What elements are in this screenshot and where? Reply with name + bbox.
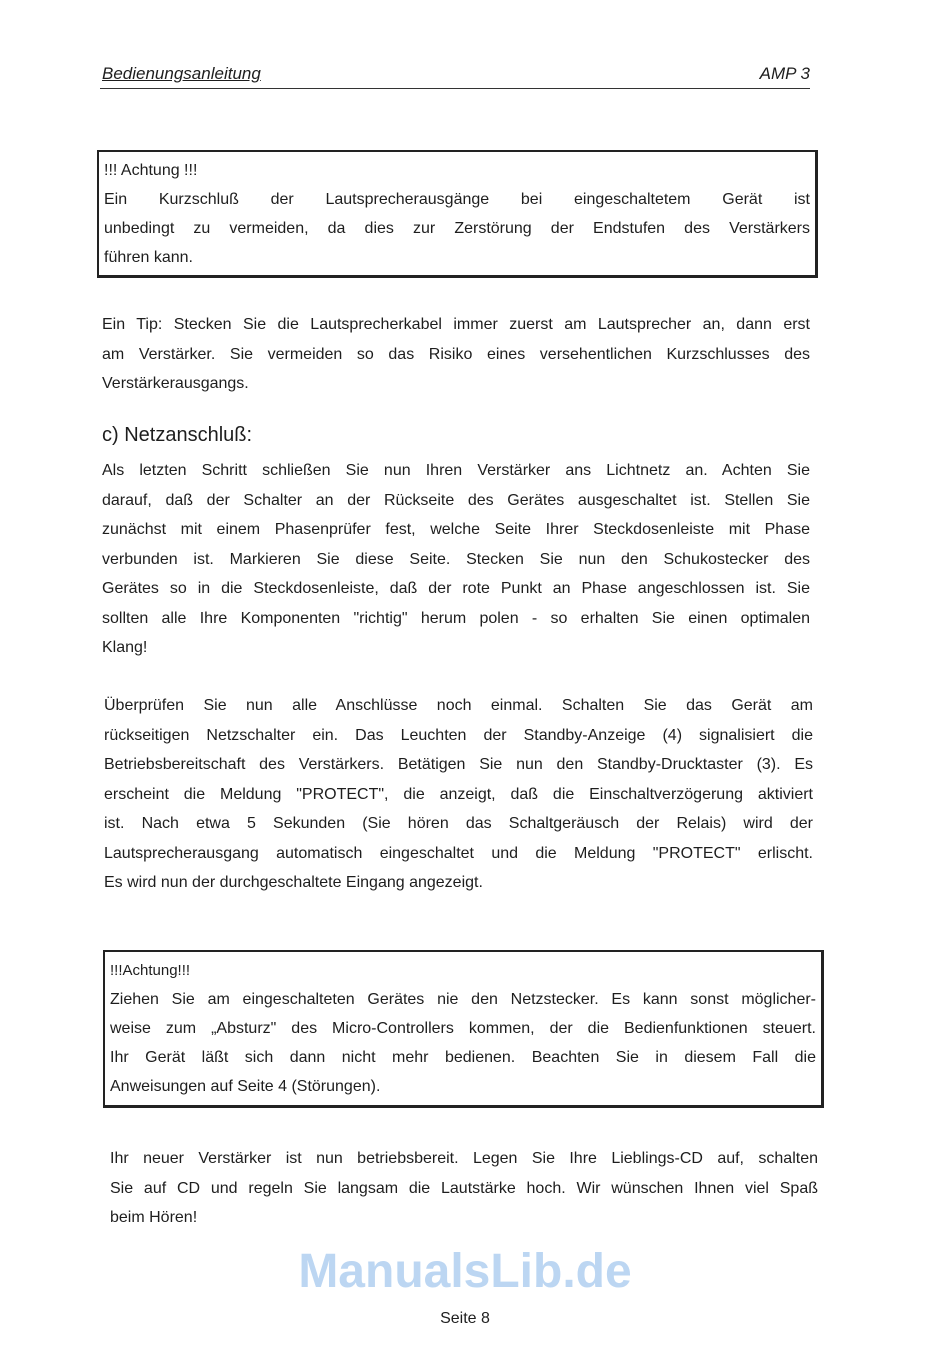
text-line: unbedingt zu vermeiden, da dies zur Zerstörung der Endstufen des Verstärkers [104, 220, 810, 237]
text-line: verbunden ist. Markieren Sie diese Seite. Stecken Sie nun den Schukostecker des [102, 550, 810, 568]
warning-text [110, 985, 816, 1101]
text-line: Es wird nun der durchgeschaltete Eingang angezeigt. [104, 874, 483, 891]
header-title: Bedienungsanleitung [102, 64, 261, 83]
text-line: Klang! [102, 639, 148, 656]
header-model: AMP 3 [759, 64, 810, 83]
tip-paragraph [102, 310, 810, 399]
text-line: ist. Nach etwa 5 Sekunden (Sie hören das Schaltgeräusch der Relais) wird der [104, 815, 813, 832]
text-line: sollten alle Ihre Komponenten "richtig" herum polen - so erhalten Sie einen optimalen [102, 609, 810, 627]
page-number: Seite 8 [440, 1310, 490, 1327]
text-line: Betriebsbereitschaft des Verstärkers. Betätigen Sie nun den Standby-Drucktaster (3). Es [104, 756, 813, 773]
warning-box-1 [97, 150, 818, 278]
text-line: zunächst mit einem Phasenprüfer fest, welche Seite Ihrer Steckdosenleiste mit Phase [102, 521, 810, 538]
text-line: beim Hören! [110, 1209, 198, 1226]
text-line: erscheint die Meldung "PROTECT", die anzeigt, daß die Einschaltverzögerung aktiviert [104, 785, 813, 803]
text-line: Ihr Gerät läßt sich dann nicht mehr bedienen. Beachten Sie in diesem Fall die [110, 1049, 816, 1066]
text-line: Überprüfen Sie nun alle Anschlüsse noch einmal. Schalten Sie das Gerät am [104, 697, 813, 714]
warning-title: !!!Achtung!!! [110, 962, 191, 979]
text-line: darauf, daß der Schalter an der Rückseite des Gerätes ausgeschaltet ist. Stellen Sie [102, 491, 810, 509]
text-line: Anweisungen auf Seite 4 (Störungen). [110, 1078, 381, 1095]
text-line: Verstärkerausgangs. [102, 375, 249, 392]
warning-text [104, 185, 810, 272]
paragraph-netzanschluss [102, 456, 810, 663]
text-line: am Verstärker. Sie vermeiden so das Risiko eines versehentlichen Kurzschlusses des [102, 345, 810, 363]
text-line: Sie auf CD und regeln Sie langsam die Lautstärke hoch. Wir wünschen Ihnen viel Spaß [110, 1179, 818, 1197]
paragraph-ready [110, 1144, 818, 1233]
warning-title: !!! Achtung !!! [104, 162, 198, 179]
warning-box-2 [103, 950, 824, 1108]
text-line: Gerätes so in die Steckdosenleiste, daß der rote Punkt an Phase angeschlossen ist. Sie [102, 580, 810, 597]
text-line: weise zum „Absturz" des Micro-Controllers kommen, der die Bedienfunktionen steuert. [110, 1020, 816, 1037]
text-line: rückseitigen Netzschalter ein. Das Leuchten der Standby-Anzeige (4) signalisiert die [104, 726, 813, 744]
watermark: ManualsLib.de [298, 1245, 632, 1298]
text-line: Ziehen Sie am eingeschalteten Gerätes nie den Netzstecker. Es kann sonst möglicher- [110, 991, 816, 1008]
header-rule [100, 88, 810, 89]
text-line: Ein Tip: Stecken Sie die Lautsprecherkabel immer zuerst am Lautsprecher an, dann erst [102, 316, 810, 333]
text-line: Ein Kurzschluß der Lautsprecherausgänge bei eingeschaltetem Gerät ist [104, 191, 810, 208]
text-line: Lautsprecherausgang automatisch eingeschaltet und die Meldung "PROTECT" erlischt. [104, 844, 813, 862]
text-line: führen kann. [104, 249, 193, 266]
section-heading: c) Netzanschluß: [102, 424, 253, 446]
text-line: Ihr neuer Verstärker ist nun betriebsbereit. Legen Sie Ihre Lieblings-CD auf, schalten [110, 1150, 818, 1167]
paragraph-checks [104, 691, 813, 898]
text-line: Als letzten Schritt schließen Sie nun Ihren Verstärker ans Lichtnetz an. Achten Sie [102, 462, 810, 479]
